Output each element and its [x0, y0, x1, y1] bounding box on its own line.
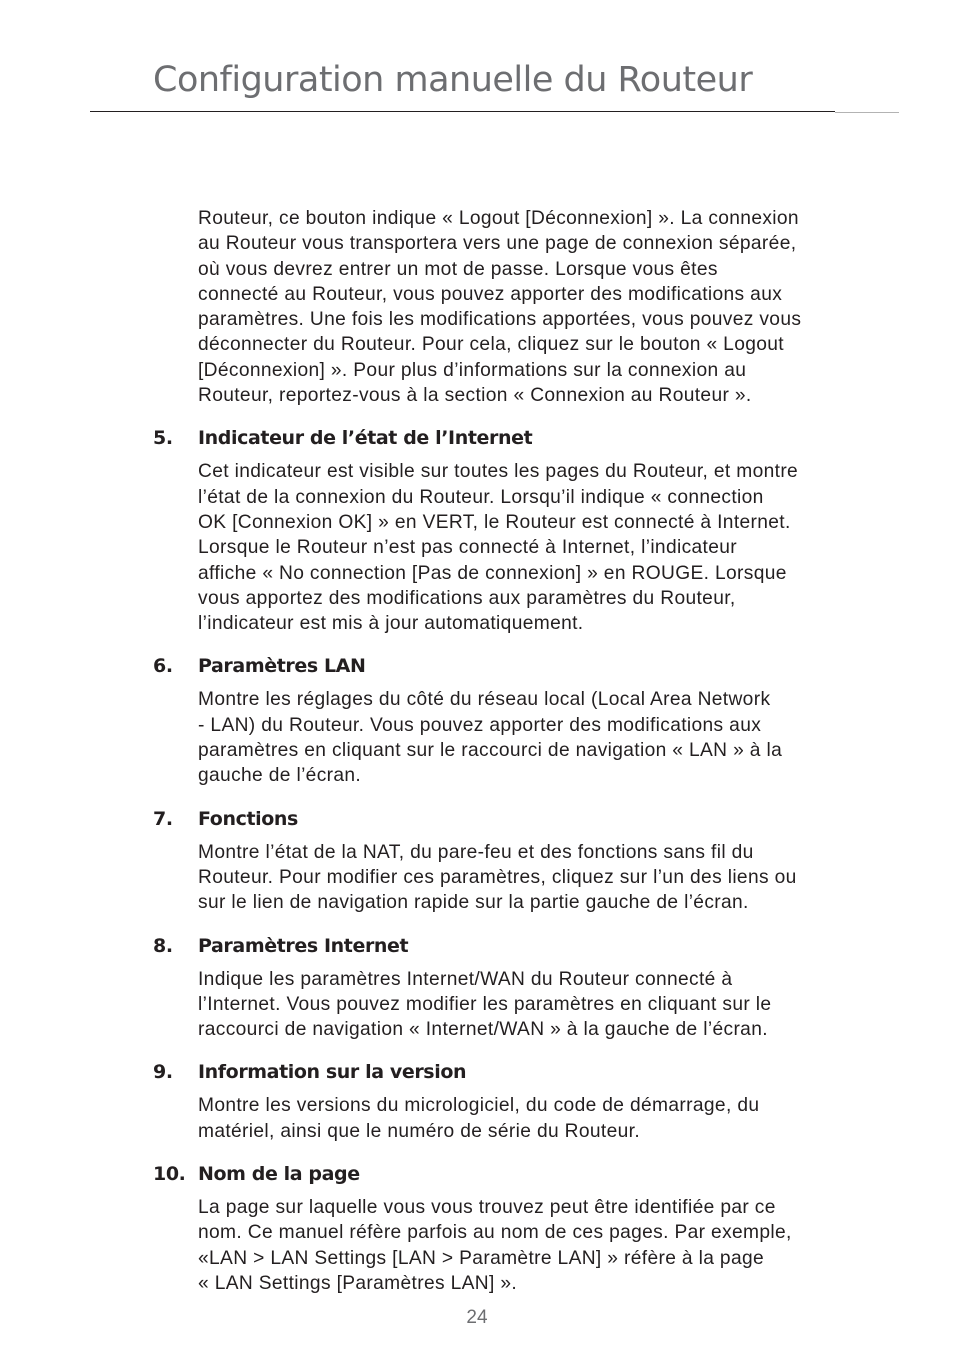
section-number: 8. — [153, 934, 173, 957]
section-text: Cet indicateur est visible sur toutes les pages du Routeur, et montre l’état de la connexion du Routeur. Lorsqu’il indique « connection OK [Connexion OK] » en VERT, le Routeur est connecté à Internet. Lorsque le Routeur n’est pas connecté à Internet, l’indicateur affiche « No connection [Pas de connexion] » en ROUGE. Lorsque vous apportez des modifications aux paramètres du Routeur, l’indicateur est mis à jour automatiquement. — [198, 461, 799, 635]
section-text: La page sur laquelle vous vous trouvez peut être identifiée par ce nom. Ce manuel réfère parfois au nom de ces pages. Par exemple, «LAN > LAN Settings [LAN > Paramètre LAN] » réfère à la page « LAN Settings [Paramètres LAN] ». — [198, 1197, 792, 1294]
section-number: 5. — [153, 427, 173, 450]
section-text: Montre l’état de la NAT, du pare-feu et des fonctions sans fil du Routeur. Pour modifier ces paramètres, cliquez sur l’un des liens ou sur le lien de navigation rapide sur la partie gauche de l’écran. — [198, 841, 797, 914]
section-text: Montre les réglages du côté du réseau local (Local Area Network - LAN) du Routeur. Vous pouvez apporter des modifications aux paramètres en cliquant sur le raccourci de navigation « LAN » à la gauche de l’écran. — [198, 689, 783, 787]
section-title: Indicateur de l’état de l’Internet — [198, 427, 533, 450]
section-title: Paramètres LAN — [198, 655, 366, 678]
section-heading — [153, 933, 893, 959]
section-number: 6. — [153, 655, 173, 678]
section-6 — [153, 653, 893, 788]
document-body — [153, 206, 893, 1296]
section-title: Nom de la page — [198, 1163, 360, 1186]
section-number: 7. — [153, 807, 173, 830]
section-9 — [153, 1059, 893, 1144]
section-text: Indique les paramètres Internet/WAN du Routeur connecté à l’Internet. Vous pouvez modifier les paramètres en cliquant sur le raccourci de navigation « Internet/WAN » à la gauche de l’écran. — [198, 968, 772, 1041]
page-number: 24 — [466, 1307, 488, 1328]
section-title: Fonctions — [198, 807, 298, 830]
section-8 — [153, 933, 893, 1043]
section-number: 9. — [153, 1061, 173, 1084]
section-heading — [153, 425, 893, 451]
section-heading — [153, 1059, 893, 1085]
header-rule-extension — [835, 112, 899, 113]
section-5 — [153, 425, 893, 636]
section-title: Paramètres Internet — [198, 934, 409, 957]
section-10 — [153, 1161, 893, 1296]
header-rule — [90, 111, 835, 112]
intro-paragraph: Routeur, ce bouton indique « Logout [Déconnexion] ». La connexion au Routeur vous transportera vers une page de connexion séparée, où vous devrez entrer un mot de passe. Lorsque vous êtes connecté au Routeur, vous pouvez apporter des modifications aux paramètres. Une fois les modifications apportées, vous pouvez vous déconnecter du Routeur. Pour cela, cliquez sur le bouton « Logout [Déconnexion] ». Pour plus d’informations sur la connexion au Routeur, reportez-vous à la section « Connexion au Routeur ». — [198, 208, 802, 407]
section-heading — [153, 1161, 893, 1187]
section-text: Montre les versions du micrologiciel, du code de démarrage, du matériel, ainsi que le numéro de série du Routeur. — [198, 1095, 760, 1142]
section-heading — [153, 806, 893, 832]
section-title: Information sur la version — [198, 1061, 467, 1084]
page-title: Configuration manuelle du Routeur — [153, 60, 753, 100]
section-7 — [153, 806, 893, 916]
section-number: 10. — [153, 1163, 186, 1186]
section-heading — [153, 653, 893, 679]
